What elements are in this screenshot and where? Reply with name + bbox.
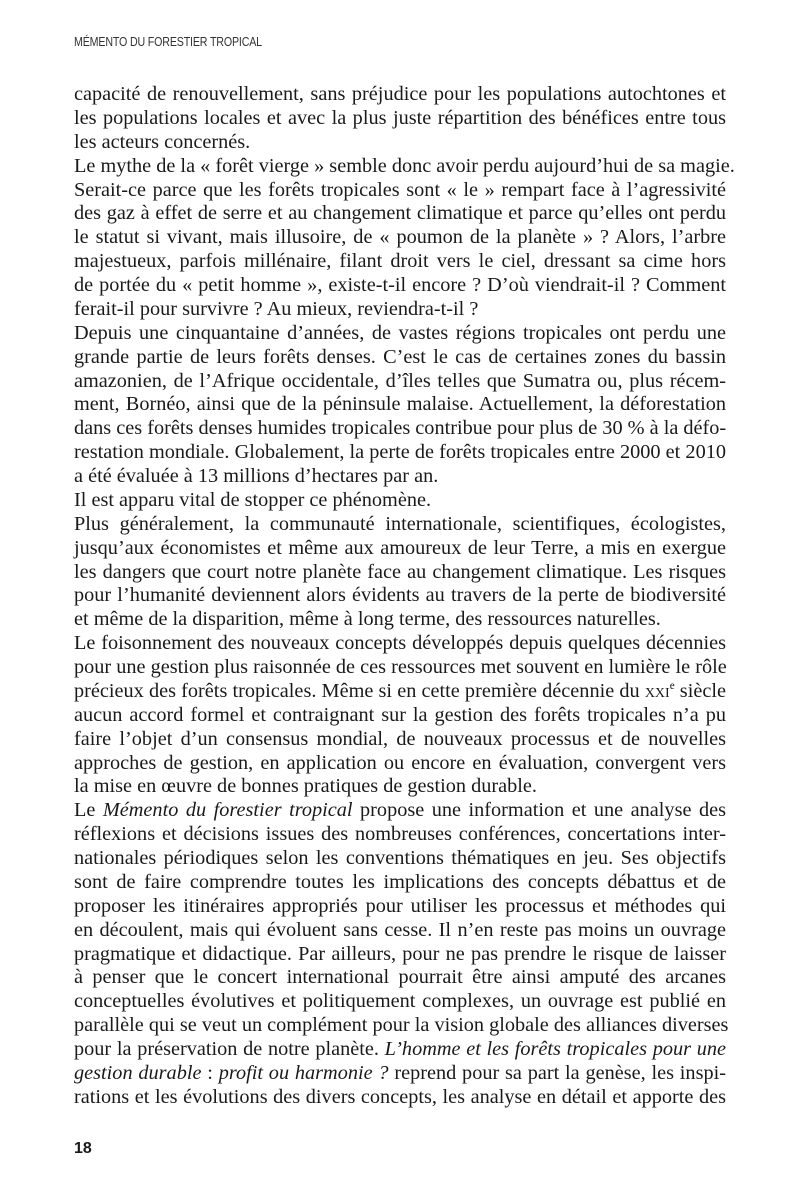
text-line [74, 966, 726, 990]
text-segment: pour une gestion plus raisonnée de ces ressources met souvent en lumière le rôle [74, 656, 727, 678]
text-segment: ment, Bornéo, ainsi que de la péninsule malaise. Actuellement, la déforestation [74, 393, 726, 416]
text-segment: le statut si vivant, mais illusoire, de « poumon de la planète » ? Alors, l’arbre [74, 226, 726, 249]
text-line [74, 513, 726, 537]
text-segment: jusqu’aux économistes et même aux amoureux de leur Terre, a mis en exergue [74, 536, 726, 559]
text-line [74, 274, 726, 298]
text-segment: e [669, 680, 675, 693]
text-line [74, 895, 726, 919]
text-line [74, 322, 726, 346]
text-segment: approches de gestion, en application ou encore en évaluation, convergent vers [74, 751, 726, 774]
text-line [74, 537, 726, 561]
text-segment: réflexions et décisions issues des nombreuses conférences, concertations inter- [74, 823, 726, 846]
text-line [74, 107, 726, 131]
text-segment: précieux des forêts tropicales. Même si en cette première décennie du [74, 679, 645, 702]
text-line [74, 799, 726, 823]
text-segment: conceptuelles évolutives et politiquement complexes, un ouvrage est publié en [74, 990, 726, 1013]
running-head: MÉMENTO DU FORESTIER TROPICAL [74, 34, 262, 49]
text-segment: amazonien, de l’Afrique occidentale, d’îles telles que Sumatra ou, plus récem- [74, 369, 726, 392]
italic-title: L’homme et les forêts tropicales pour une [384, 1038, 726, 1060]
text-segment: dans ces forêts denses humides tropicales contribue pour plus de 30 % à la défo- [74, 417, 727, 440]
text-segment: des gaz à effet de serre et au changement climatique et parce qu’elles ont perdu [74, 202, 726, 225]
text-line [74, 489, 726, 513]
text-segment: proposer les itinéraires appropriés pour utiliser les processus et méthodes qui [74, 894, 726, 917]
text-segment: Serait-ce parce que les forêts tropicales sont « le » rempart face à l’agressivité [74, 178, 726, 201]
text-segment: Plus généralement, la communauté internationale, scientifiques, écologistes, [74, 512, 726, 535]
text-line [74, 131, 726, 155]
text-line [74, 847, 726, 871]
text-line [74, 752, 726, 776]
text-segment: Le mythe de la « forêt vierge » semble donc avoir perdu aujourd’hui de sa magie. [74, 154, 735, 177]
text-segment: pragmatique et didactique. Par ailleurs, pour ne pas prendre le risque de laisser [74, 942, 726, 965]
text-segment: propose une information et une analyse des [352, 799, 726, 822]
text-line [74, 417, 726, 441]
text-line [74, 393, 726, 417]
text-line [74, 823, 726, 847]
text-line [74, 871, 726, 895]
text-line [74, 226, 726, 250]
text-segment: Le foisonnement des nouveaux concepts développés depuis quelques décennies [74, 632, 726, 655]
text-line [74, 680, 726, 704]
text-segment: les dangers que court notre planète face au changement climatique. Les risques [74, 560, 726, 583]
text-segment: rations et les évolutions des divers concepts, les analyse en détail et apporte des [74, 1085, 726, 1108]
text-segment: majestueux, parfois millénaire, filant droit vers le ciel, dressant sa cime hors [74, 250, 726, 273]
text-line [74, 465, 726, 489]
text-line [74, 919, 726, 943]
text-segment: Il est apparu vital de stopper ce phénomène. [74, 488, 432, 511]
text-line [74, 990, 726, 1014]
text-line [74, 346, 726, 370]
text-segment: en découlent, mais qui évoluent sans cesse. Il n’en reste pas moins un ouvrage [74, 918, 726, 941]
text-segment: xxi [644, 679, 670, 702]
text-segment: de portée du « petit homme », existe-t-il encore ? D’où viendrait-il ? Comment [74, 274, 726, 296]
text-segment: capacité de renouvellement, sans préjudice pour les populations autochtones et [74, 83, 726, 105]
text-segment: les populations locales et avec la plus juste répartition des bénéfices entre tous [74, 106, 726, 129]
text-segment: nationales périodiques selon les conventions thématiques en jeu. Ses objectifs [74, 847, 726, 869]
text-line [74, 632, 726, 656]
text-line [74, 608, 726, 632]
text-segment: restation mondiale. Globalement, la perte de forêts tropicales entre 2000 et 2010 [74, 441, 726, 464]
text-segment: la mise en œuvre de bonnes pratiques de gestion durable. [74, 775, 537, 798]
text-segment: pour l’humanité deviennent alors évidents au travers de la perte de biodiversité [74, 584, 726, 607]
italic-title: gestion durable [74, 1061, 202, 1084]
text-segment: : [201, 1061, 219, 1084]
text-line [74, 441, 726, 465]
text-segment: faire l’objet d’un consensus mondial, de nouveaux processus et de nouvelles [74, 727, 726, 750]
italic-title: profit ou harmonie ? [218, 1061, 389, 1084]
text-segment: aucun accord formel et contraignant sur la gestion des forêts tropicales n’a pu [74, 703, 726, 726]
body-text [74, 83, 735, 1110]
text-line [74, 1086, 726, 1110]
text-line [74, 775, 726, 799]
text-line [74, 154, 735, 179]
text-segment: a été évaluée à 13 millions d’hectares par an. [74, 465, 439, 487]
text-line [74, 704, 726, 728]
text-segment: reprend pour sa part la genèse, les inspi- [388, 1061, 726, 1084]
text-segment: et même de la disparition, même à long terme, des ressources naturelles. [74, 608, 661, 631]
text-segment: parallèle qui se veut un complément pour la vision globale des alliances diverses [74, 1014, 729, 1037]
text-segment: grande partie de leurs forêts denses. C’est le cas de certaines zones du bassin [74, 345, 726, 368]
text-line [74, 561, 726, 585]
page-number: 18 [74, 1140, 92, 1157]
text-line [74, 298, 726, 322]
text-line [74, 1038, 726, 1062]
text-line [74, 1062, 726, 1086]
text-line [74, 202, 726, 226]
text-segment: à penser que le concert international pourrait être ainsi amputé des arcanes [74, 966, 726, 989]
text-line [74, 179, 726, 203]
text-segment: Depuis une cinquantaine d’années, de vastes régions tropicales ont perdu une [74, 321, 726, 344]
text-segment: les acteurs concernés. [74, 130, 251, 153]
text-segment: pour la préservation de notre planète. [74, 1038, 385, 1060]
text-line [74, 370, 726, 394]
text-line [74, 728, 726, 752]
text-segment: Le [74, 799, 103, 822]
text-line [74, 943, 726, 967]
text-segment: sont de faire comprendre toutes les implications des concepts débattus et de [74, 870, 726, 893]
italic-title: Mémento du forestier tropical [102, 799, 353, 822]
text-line [74, 250, 726, 274]
text-line [74, 584, 726, 608]
text-line [74, 656, 726, 680]
text-segment: siècle [674, 679, 726, 702]
text-line [74, 1014, 729, 1038]
text-segment: ferait-il pour survivre ? Au mieux, reviendra-t-il ? [74, 297, 479, 320]
text-line [74, 83, 726, 107]
